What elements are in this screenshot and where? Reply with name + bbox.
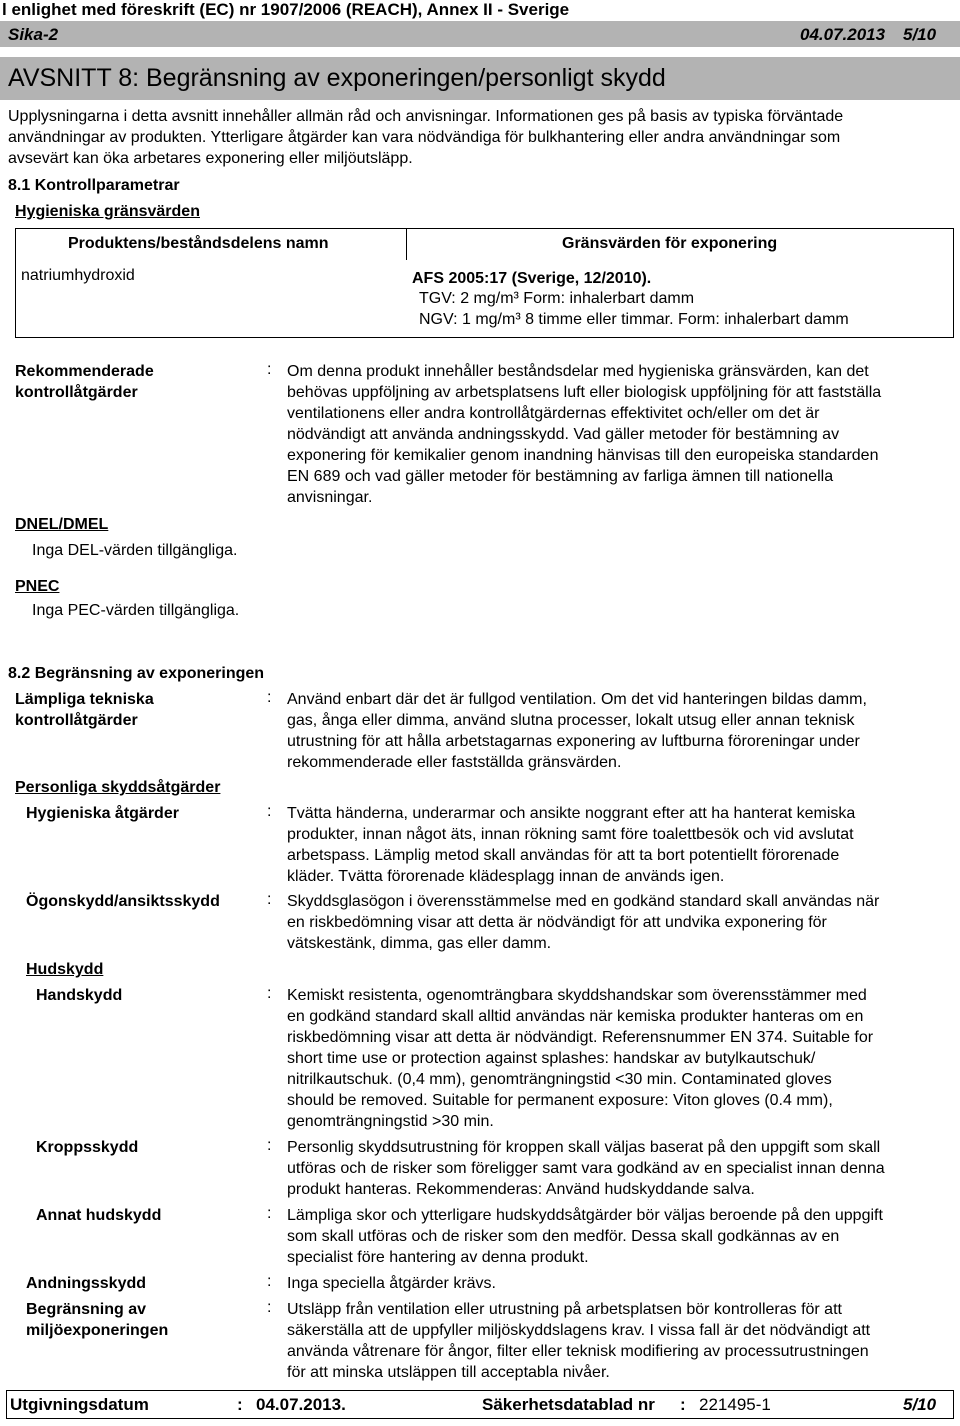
tech-controls-label: Lämpliga tekniska — [15, 691, 154, 708]
rec-controls-label: Rekommenderade — [15, 363, 154, 380]
tech-text-line: Använd enbart där det är fullgod ventilation. Om det vid hanteringen bildas damm, — [287, 691, 867, 708]
respiratory-text: Inga speciella åtgärder krävs. — [287, 1275, 496, 1292]
footer-page-number: 5/10 — [903, 1395, 937, 1414]
pnec-text: Inga PEC-värden tillgängliga. — [32, 602, 240, 619]
env-exposure-label: Begränsning av — [26, 1301, 147, 1318]
hand-text-line: should be removed. Suitable for permanent exposure: Viton gloves (0.4 mm), — [287, 1092, 833, 1109]
colon: : — [267, 985, 272, 1002]
hand-text-line: short time use or protection against splashes: handskar av butylkautschuk/ — [287, 1050, 816, 1067]
limit-ngv: NGV: 1 mg/m³ 8 timme eller timmar. Form: inhalerbart damm — [419, 311, 849, 328]
rec-text-line: anvisningar. — [287, 489, 373, 506]
hand-text-line: en godkänd standard skall alltid användas när kemiska produkter hanteras om en — [287, 1008, 864, 1025]
body-text-line: utföras och de risker som föreligger samt vara godkänd av en specialist innan denna — [287, 1160, 885, 1177]
colon: : — [680, 1395, 686, 1414]
tech-text-line: utrustning för att hålla arbetstagarnas exponering av luftburna föroreningar under — [287, 733, 860, 750]
dnel-text: Inga DEL-värden tillgängliga. — [32, 542, 238, 559]
tech-text-line: rekommenderade eller fastställda gränsvärden. — [287, 754, 622, 771]
body-text-line: Personlig skyddsutrustning för kroppen skall väljas baserat på den uppgift som skall — [287, 1139, 881, 1156]
sds-number: 221495-1 — [699, 1395, 771, 1414]
hygiene-text-line: produkter, innan något äts, innan rökning samt före toalettbesök och vid avslutat — [287, 826, 854, 843]
dnel-heading: DNEL/DMEL — [15, 516, 109, 533]
ppe-heading: Personliga skyddsåtgärder — [15, 779, 221, 796]
hygiene-text-line: Tvätta händerna, underarmar och ansikte noggrant efter att ha hanterat kemiska — [287, 805, 856, 822]
body-text-line: produkt hanteras. Rekommenderas: Använd hudskyddande salva. — [287, 1181, 755, 1198]
other-skin-text-line: som skall utföras och de risker som den medför. Dessa skall godkännas av en — [287, 1228, 840, 1245]
other-skin-text-line: Lämpliga skor och ytterligare hudskyddsåtgärder bör väljas beroende på den uppgift — [287, 1207, 883, 1224]
eye-protection-label: Ögonskydd/ansiktsskydd — [26, 893, 220, 910]
colon: : — [267, 1205, 272, 1222]
other-skin-text-line: specialist före hantering av denna produkt. — [287, 1249, 589, 1266]
env-text-line: använda våtrenare för ångor, filter eller teknisk modifiering av processutrustningen — [287, 1343, 869, 1360]
rec-text-line: behövas uppföljning av arbetsplatsens luft eller biologisk uppföljning för att fastställa — [287, 384, 882, 401]
sds-number-label: Säkerhetsdatablad nr — [482, 1395, 655, 1414]
respiratory-label: Andningsskydd — [26, 1275, 147, 1292]
rec-text-line: nödvändigt att använda andningsskydd. Vad gäller metoder för bestämning av — [287, 426, 840, 443]
issue-date: 04.07.2013. — [256, 1395, 346, 1414]
colon: : — [267, 1273, 272, 1290]
tech-text-line: gas, ånga eller dimma, använd slutna processer, lokalt utsug eller annan teknisk — [287, 712, 855, 729]
intro-line: avsevärt kan öka arbetares exponering eller miljöutsläpp. — [8, 150, 413, 167]
colon: : — [267, 689, 272, 706]
s82-heading: 8.2 Begränsning av exponeringen — [8, 665, 265, 682]
substance-name: natriumhydroxid — [21, 267, 135, 284]
colon: : — [267, 803, 272, 820]
s81-heading: 8.1 Kontrollparametrar — [8, 177, 180, 194]
eye-text-line: vätskestänk, dimma, gas eller damm. — [287, 935, 552, 952]
tech-controls-label: kontrollåtgärder — [15, 712, 138, 729]
rec-text-line: ventilationens eller andra kontrollåtgärdernas effektivitet och/eller om det är — [287, 405, 820, 422]
env-text-line: säkerställa att de uppfyller miljöskyddslagens krav. I vissa fall är det nödvändigt att — [287, 1322, 871, 1339]
colon: : — [267, 1137, 272, 1154]
rec-controls-label: kontrollåtgärder — [15, 384, 138, 401]
skin-protection-heading: Hudskydd — [26, 961, 104, 978]
env-text-line: Utsläpp från ventilation eller utrustning på arbetsplatsen bör kontrolleras för att — [287, 1301, 842, 1318]
colon: : — [267, 891, 272, 908]
rec-text-line: EN 689 och vad gäller metoder för bestämning av farliga ämnen till nationella — [287, 468, 834, 485]
table-col1-header: Produktens/beståndsdelens namn — [68, 235, 329, 252]
rec-text-line: exponering för kemikalier genom inandning hänvisas till den europeiska standarden — [287, 447, 879, 464]
pnec-heading: PNEC — [15, 578, 60, 595]
issue-date-label: Utgivningsdatum — [10, 1395, 149, 1414]
env-text-line: för att minska utsläppen till acceptabla nivåer. — [287, 1364, 610, 1381]
hand-text-line: riskbedömning visar att detta är nödvändigt. Referensnummer EN 374. Suitable for — [287, 1029, 874, 1046]
hygiene-text-line: arbetspass. Lämplig metod skall användas för att ta bort potentiellt förorenade — [287, 847, 840, 864]
hygiene-label: Hygieniska åtgärder — [26, 805, 179, 822]
header-date: 04.07.2013 — [800, 25, 886, 44]
limit-source: AFS 2005:17 (Sverige, 12/2010). — [412, 270, 652, 287]
section-title: AVSNITT 8: Begränsning av exponeringen/personligt skydd — [8, 64, 666, 92]
colon: : — [267, 1299, 272, 1316]
colon: : — [267, 361, 272, 378]
other-skin-label: Annat hudskydd — [36, 1207, 162, 1224]
rec-text-line: Om denna produkt innehåller beståndsdelar med hygieniska gränsvärden, kan det — [287, 363, 869, 380]
env-exposure-label: miljöexponeringen — [26, 1322, 169, 1339]
table-col2-header: Gränsvärden för exponering — [562, 235, 778, 252]
hygiene-limits-heading: Hygieniska gränsvärden — [15, 203, 200, 220]
limit-tgv: TGV: 2 mg/m³ Form: inhalerbart damm — [419, 290, 695, 307]
hand-text-line: Kemiskt resistenta, ogenomträngbara skyddshandskar som överensstämmer med — [287, 987, 867, 1004]
regulation-title: l enlighet med föreskrift (EC) nr 1907/2006 (REACH), Annex II - Sverige — [2, 0, 570, 19]
intro-line: Upplysningarna i detta avsnitt innehåller allmän råd och anvisningar. Informationen ges på basis av typiska förväntade — [8, 108, 844, 125]
body-protection-label: Kroppsskydd — [36, 1139, 139, 1156]
colon: : — [237, 1395, 243, 1414]
hygiene-text-line: kläder. Tvätta förorenade klädesplagg innan de används igen. — [287, 868, 725, 885]
product-name: Sika-2 — [8, 25, 59, 44]
table-divider — [406, 228, 407, 260]
eye-text-line: Skyddsglasögon i överensstämmelse med en godkänd standard skall användas när — [287, 893, 880, 910]
eye-text-line: en riskbedömning visar att detta är nödvändigt för att undvika exponering för — [287, 914, 827, 931]
hand-protection-label: Handskydd — [36, 987, 123, 1004]
header-page-number: 5/10 — [903, 25, 937, 44]
hand-text-line: genomträngningstid >30 min. — [287, 1113, 494, 1130]
intro-line: användningar av produkten. Ytterligare åtgärder kan vara nödvändiga för bulkhantering eller andra användningar som — [8, 129, 841, 146]
hand-text-line: nitrilkautschuk. (0,4 mm), genomträngningstid <30 min. Contaminated gloves — [287, 1071, 832, 1088]
